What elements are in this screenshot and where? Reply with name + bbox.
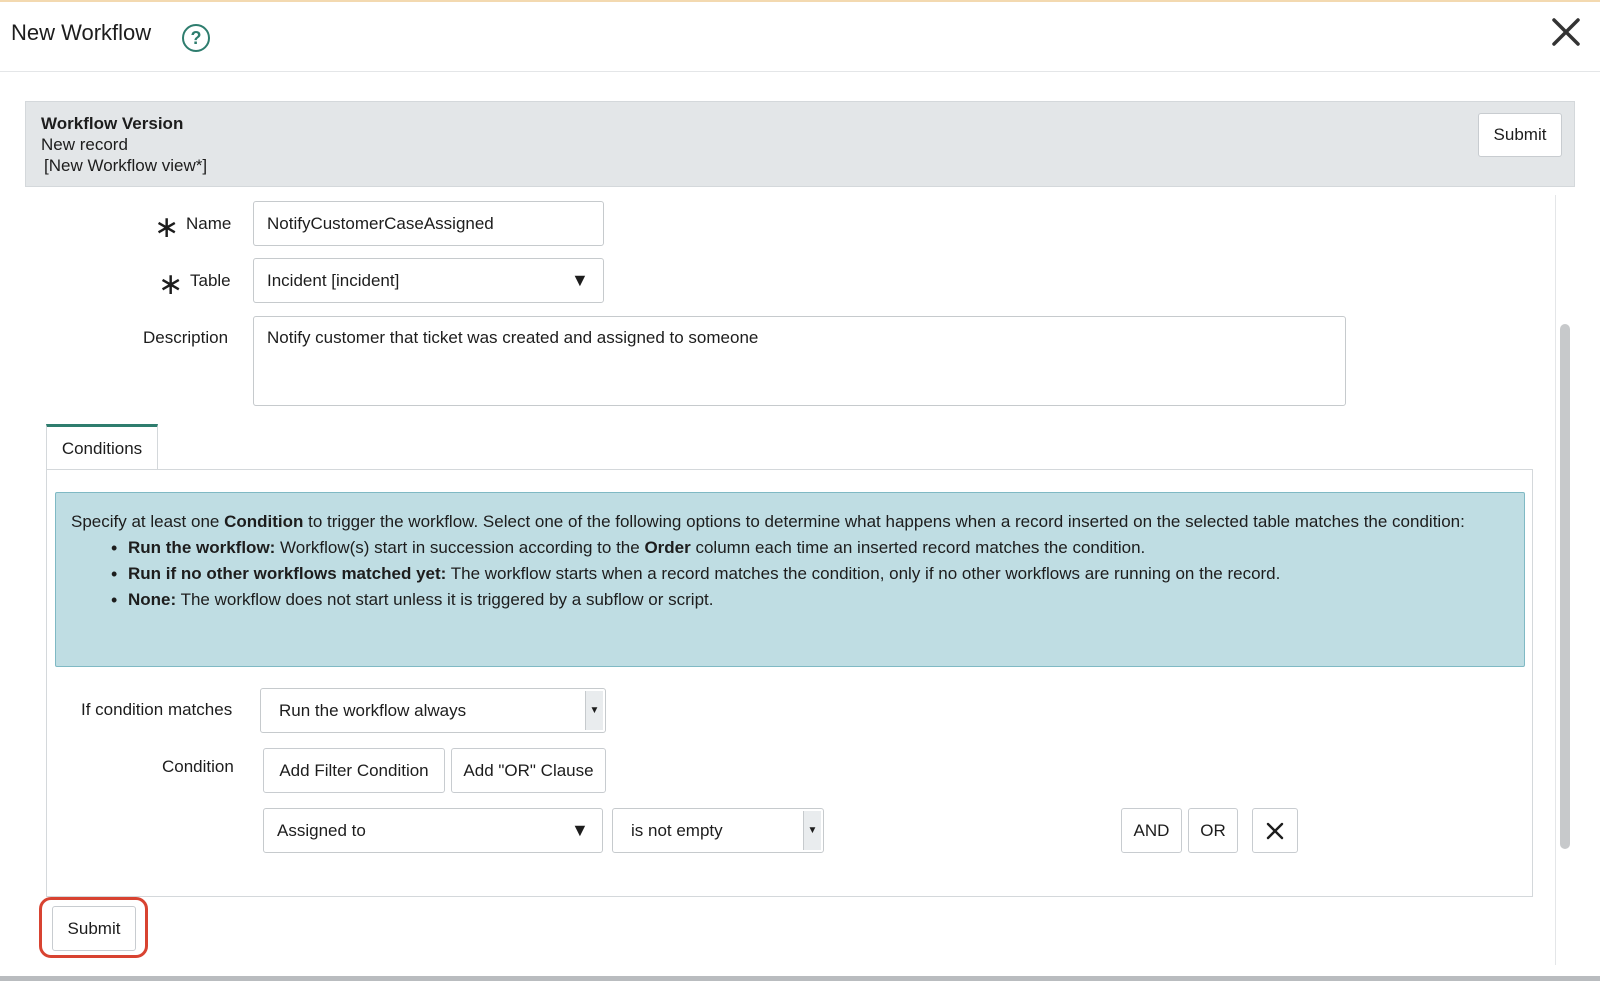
- form-header: [25, 101, 1575, 187]
- info-bullet: • Run the workflow: Workflow(s) start in succession according to the Order column each time an inserted record matches the condition.: [111, 535, 1524, 561]
- scrollbar-track[interactable]: [1555, 195, 1556, 965]
- info-bullet: • Run if no other workflows matched yet: The workflow starts when a record matches the condition, only if no other workflows are running on the record.: [111, 561, 1524, 587]
- add-filter-condition-button[interactable]: Add Filter Condition: [263, 748, 445, 793]
- table-select-value: Incident [incident]: [267, 270, 400, 290]
- required-marker-name: ∗: [154, 211, 180, 244]
- form-header-title: Workflow Version: [41, 114, 184, 133]
- condition-label: Condition: [162, 757, 234, 776]
- or-button[interactable]: OR: [1188, 808, 1238, 853]
- info-message: [55, 492, 1525, 667]
- description-textarea[interactable]: Notify customer that ticket was created and assigned to someone: [253, 316, 1346, 406]
- if-condition-value: Run the workflow always: [279, 700, 467, 720]
- modal-header: [0, 2, 1600, 72]
- if-condition-matches-label: If condition matches: [81, 700, 233, 719]
- caret-down-icon: ▼: [803, 811, 821, 850]
- table-select[interactable]: [253, 258, 604, 303]
- info-list: [111, 535, 1524, 613]
- name-label: Name: [186, 214, 232, 233]
- if-condition-select[interactable]: [260, 688, 606, 733]
- condition-operator-value: is not empty: [631, 820, 723, 840]
- header-submit-button[interactable]: Submit: [1478, 113, 1562, 157]
- info-bullet: • None: The workflow does not start unless it is triggered by a subflow or script.: [111, 587, 1524, 613]
- form-header-subtitle: New record: [41, 135, 128, 154]
- form-header-view[interactable]: [New Workflow view*]: [44, 156, 208, 175]
- close-icon: [1265, 821, 1285, 841]
- bottom-edge: [0, 976, 1600, 981]
- submit-button[interactable]: Submit: [52, 906, 136, 951]
- chevron-down-icon: ▼: [571, 270, 589, 290]
- table-label: Table: [190, 271, 231, 290]
- scrollbar-thumb[interactable]: [1560, 324, 1570, 849]
- help-icon[interactable]: ?: [182, 24, 210, 52]
- name-input[interactable]: NotifyCustomerCaseAssigned: [253, 201, 604, 246]
- info-intro: Specify at least one Condition to trigger the workflow. Select one of the following options to determine what happens when a record inserted on the selected table matches the condition:: [71, 512, 1465, 531]
- tab-conditions[interactable]: Conditions: [46, 424, 158, 470]
- delete-condition-button[interactable]: [1252, 808, 1298, 853]
- description-label: Description: [143, 328, 229, 347]
- chevron-down-icon: ▼: [571, 820, 589, 840]
- add-or-clause-button[interactable]: Add "OR" Clause: [451, 748, 606, 793]
- modal-title: New Workflow: [11, 20, 152, 45]
- condition-field-select[interactable]: [263, 808, 603, 853]
- required-marker-table: ∗: [158, 268, 184, 301]
- close-icon[interactable]: [1548, 14, 1584, 50]
- and-button[interactable]: AND: [1121, 808, 1182, 853]
- caret-down-icon: ▼: [585, 691, 603, 730]
- condition-operator-select[interactable]: [612, 808, 824, 853]
- condition-field-value: Assigned to: [277, 820, 366, 840]
